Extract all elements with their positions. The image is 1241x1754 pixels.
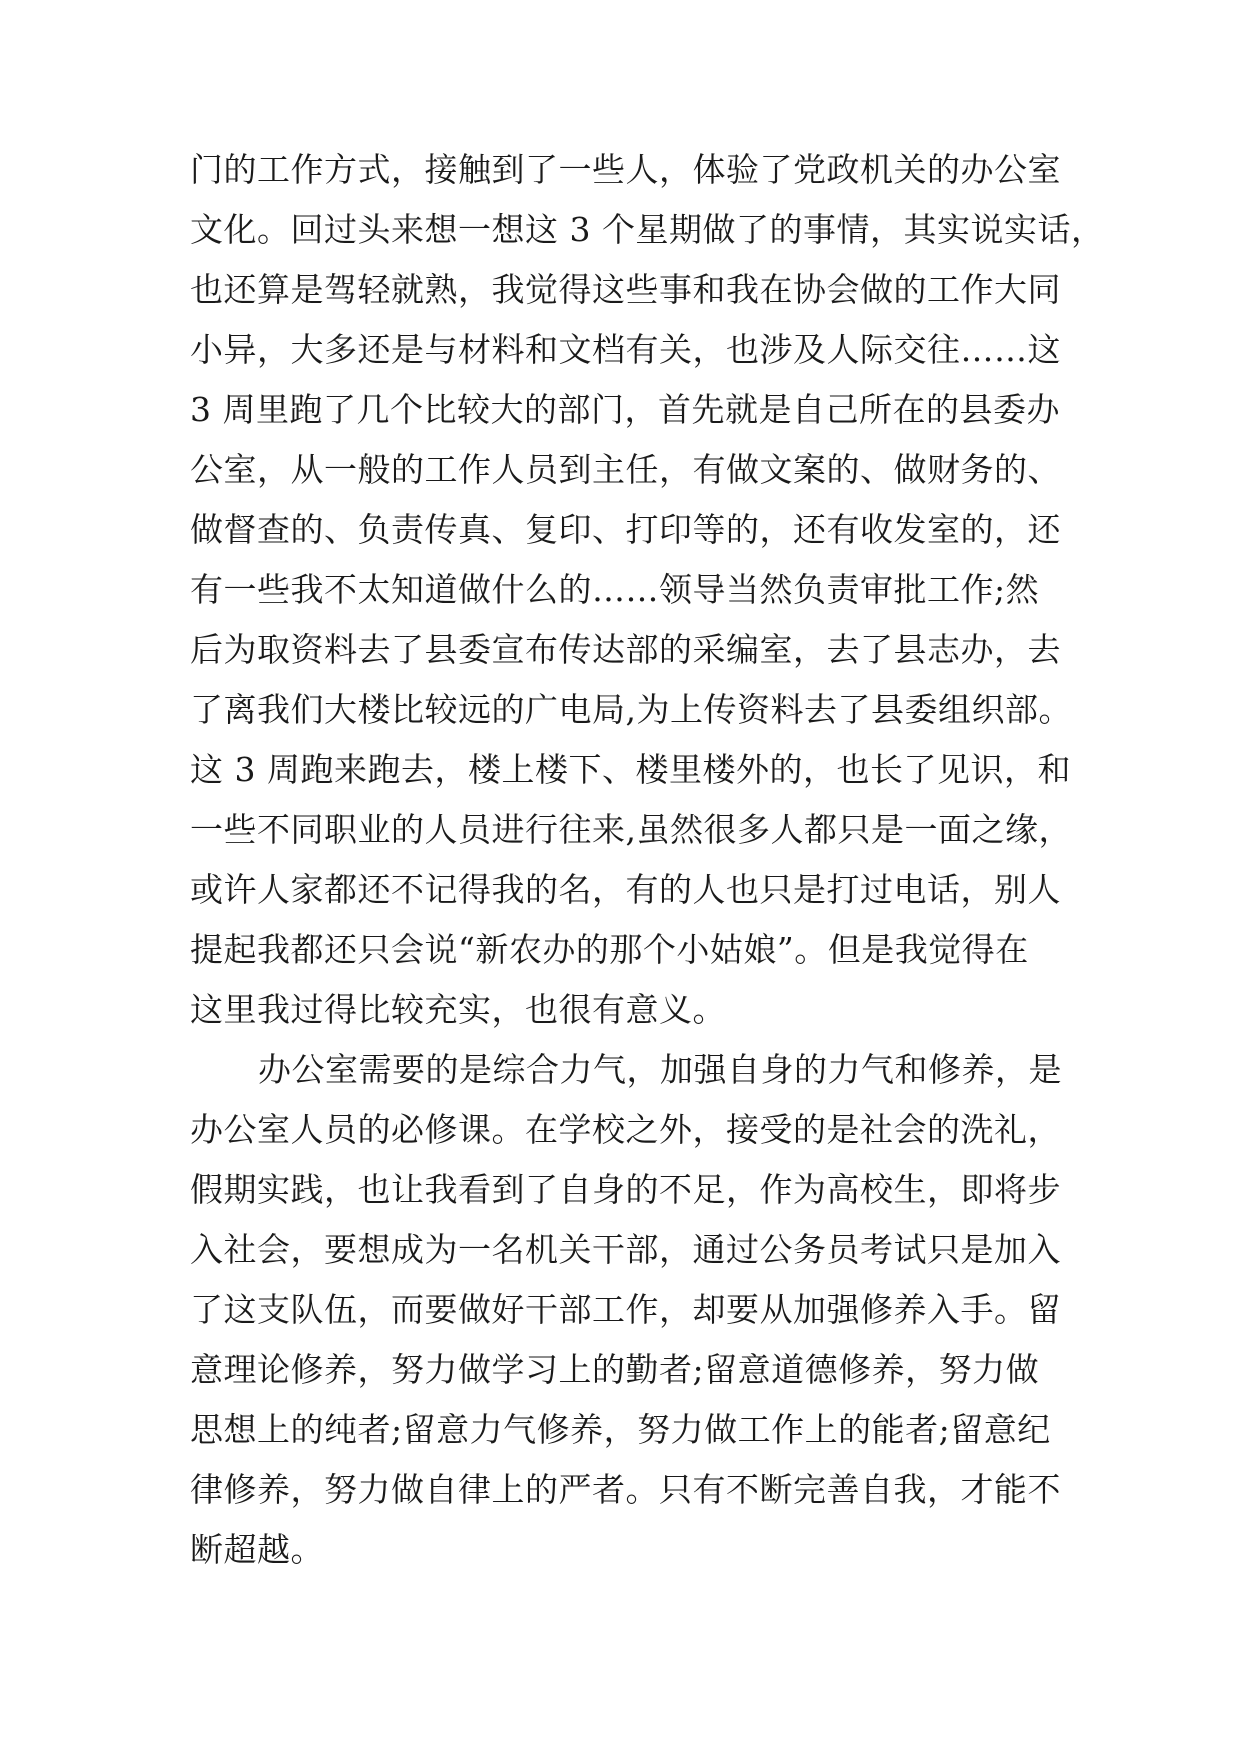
text-line: 也还算是驾轻就熟，我觉得这些事和我在协会做的工作大同 bbox=[190, 270, 1061, 309]
text-line: 入社会，要想成为一名机关干部，通过公务员考试只是加入 bbox=[190, 1230, 1061, 1269]
text-line: 意理论修养，努力做学习上的勤者;留意道德修养，努力做 bbox=[190, 1350, 1040, 1389]
text-line: 3 周里跑了几个比较大的部门，首先就是自己所在的县委办 bbox=[190, 390, 1060, 429]
text-line: 思想上的纯者;留意力气修养，努力做工作上的能者;留意纪 bbox=[190, 1410, 1051, 1449]
text-line: 了离我们大楼比较远的广电局,为上传资料去了县委组织部。 bbox=[190, 690, 1072, 729]
text-line: 做督查的、负责传真、复印、打印等的，还有收发室的，还 bbox=[190, 510, 1061, 549]
text-line: 文化。回过头来想一想这 3 个星期做了的事情，其实说实话， bbox=[190, 210, 1105, 249]
text-line: 假期实践，也让我看到了自身的不足，作为高校生，即将步 bbox=[190, 1170, 1061, 1209]
text-line: 律修养，努力做自律上的严者。只有不断完善自我，才能不 bbox=[190, 1470, 1061, 1509]
text-line: 小异，大多还是与材料和文档有关，也涉及人际交往……这 bbox=[190, 330, 1061, 369]
text-line: 公室，从一般的工作人员到主任，有做文案的、做财务的、 bbox=[190, 450, 1061, 489]
text-line: 办公室人员的必修课。在学校之外，接受的是社会的洗礼， bbox=[190, 1110, 1061, 1149]
text-line: 门的工作方式，接触到了一些人，体验了党政机关的办公室 bbox=[190, 150, 1061, 189]
text-line: 或许人家都还不记得我的名，有的人也只是打过电话，别人 bbox=[190, 870, 1061, 909]
text-line: 提起我都还只会说“新农办的那个小姑娘”。但是我觉得在 bbox=[190, 930, 1029, 969]
text-line: 后为取资料去了县委宣布传达部的采编室，去了县志办，去 bbox=[190, 630, 1061, 669]
text-line: 断超越。 bbox=[190, 1530, 324, 1569]
paragraph-first-line: 办公室需要的是综合力气，加强自身的力气和修养，是 bbox=[258, 1050, 1062, 1089]
text-line: 了这支队伍，而要做好干部工作，却要从加强修养入手。留 bbox=[190, 1290, 1061, 1329]
text-line: 这 3 周跑来跑去，楼上楼下、楼里楼外的，也长了见识，和 bbox=[190, 750, 1071, 789]
text-line: 这里我过得比较充实，也很有意义。 bbox=[190, 990, 726, 1029]
text-line: 一些不同职业的人员进行往来,虽然很多人都只是一面之缘， bbox=[190, 810, 1072, 849]
text-line: 有一些我不太知道做什么的……领导当然负责审批工作;然 bbox=[190, 570, 1040, 609]
